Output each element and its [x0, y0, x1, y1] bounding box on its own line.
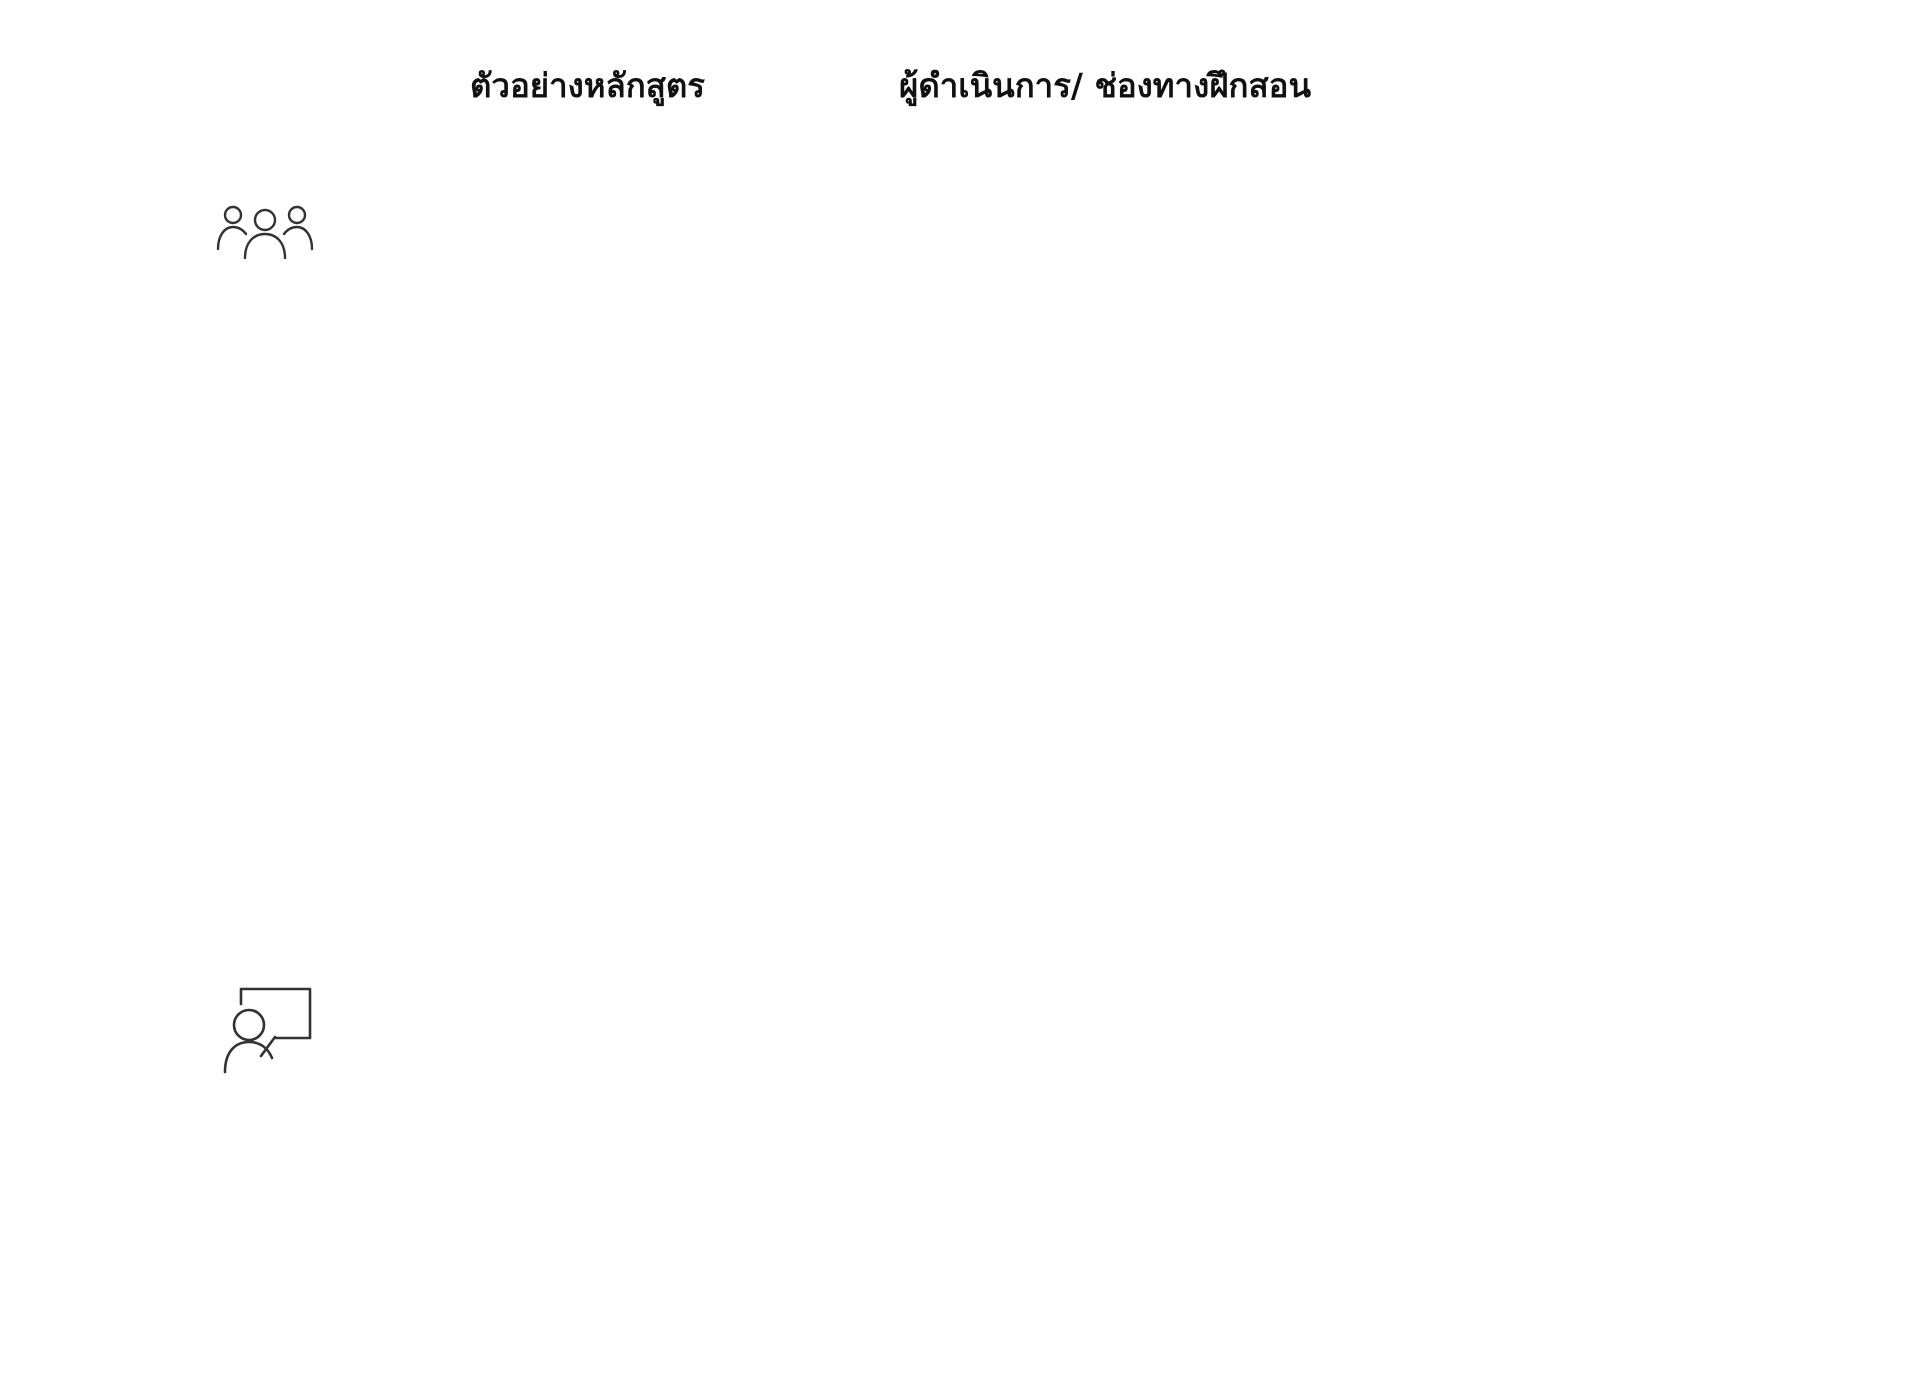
header-provider-channel: ผู้ดำเนินการ/ ช่องทางฝึกสอน [899, 66, 1312, 105]
group-icon [215, 203, 315, 259]
instructor-icon [215, 986, 315, 1074]
header-course-example: ตัวอย่างหลักสูตร [470, 66, 706, 105]
